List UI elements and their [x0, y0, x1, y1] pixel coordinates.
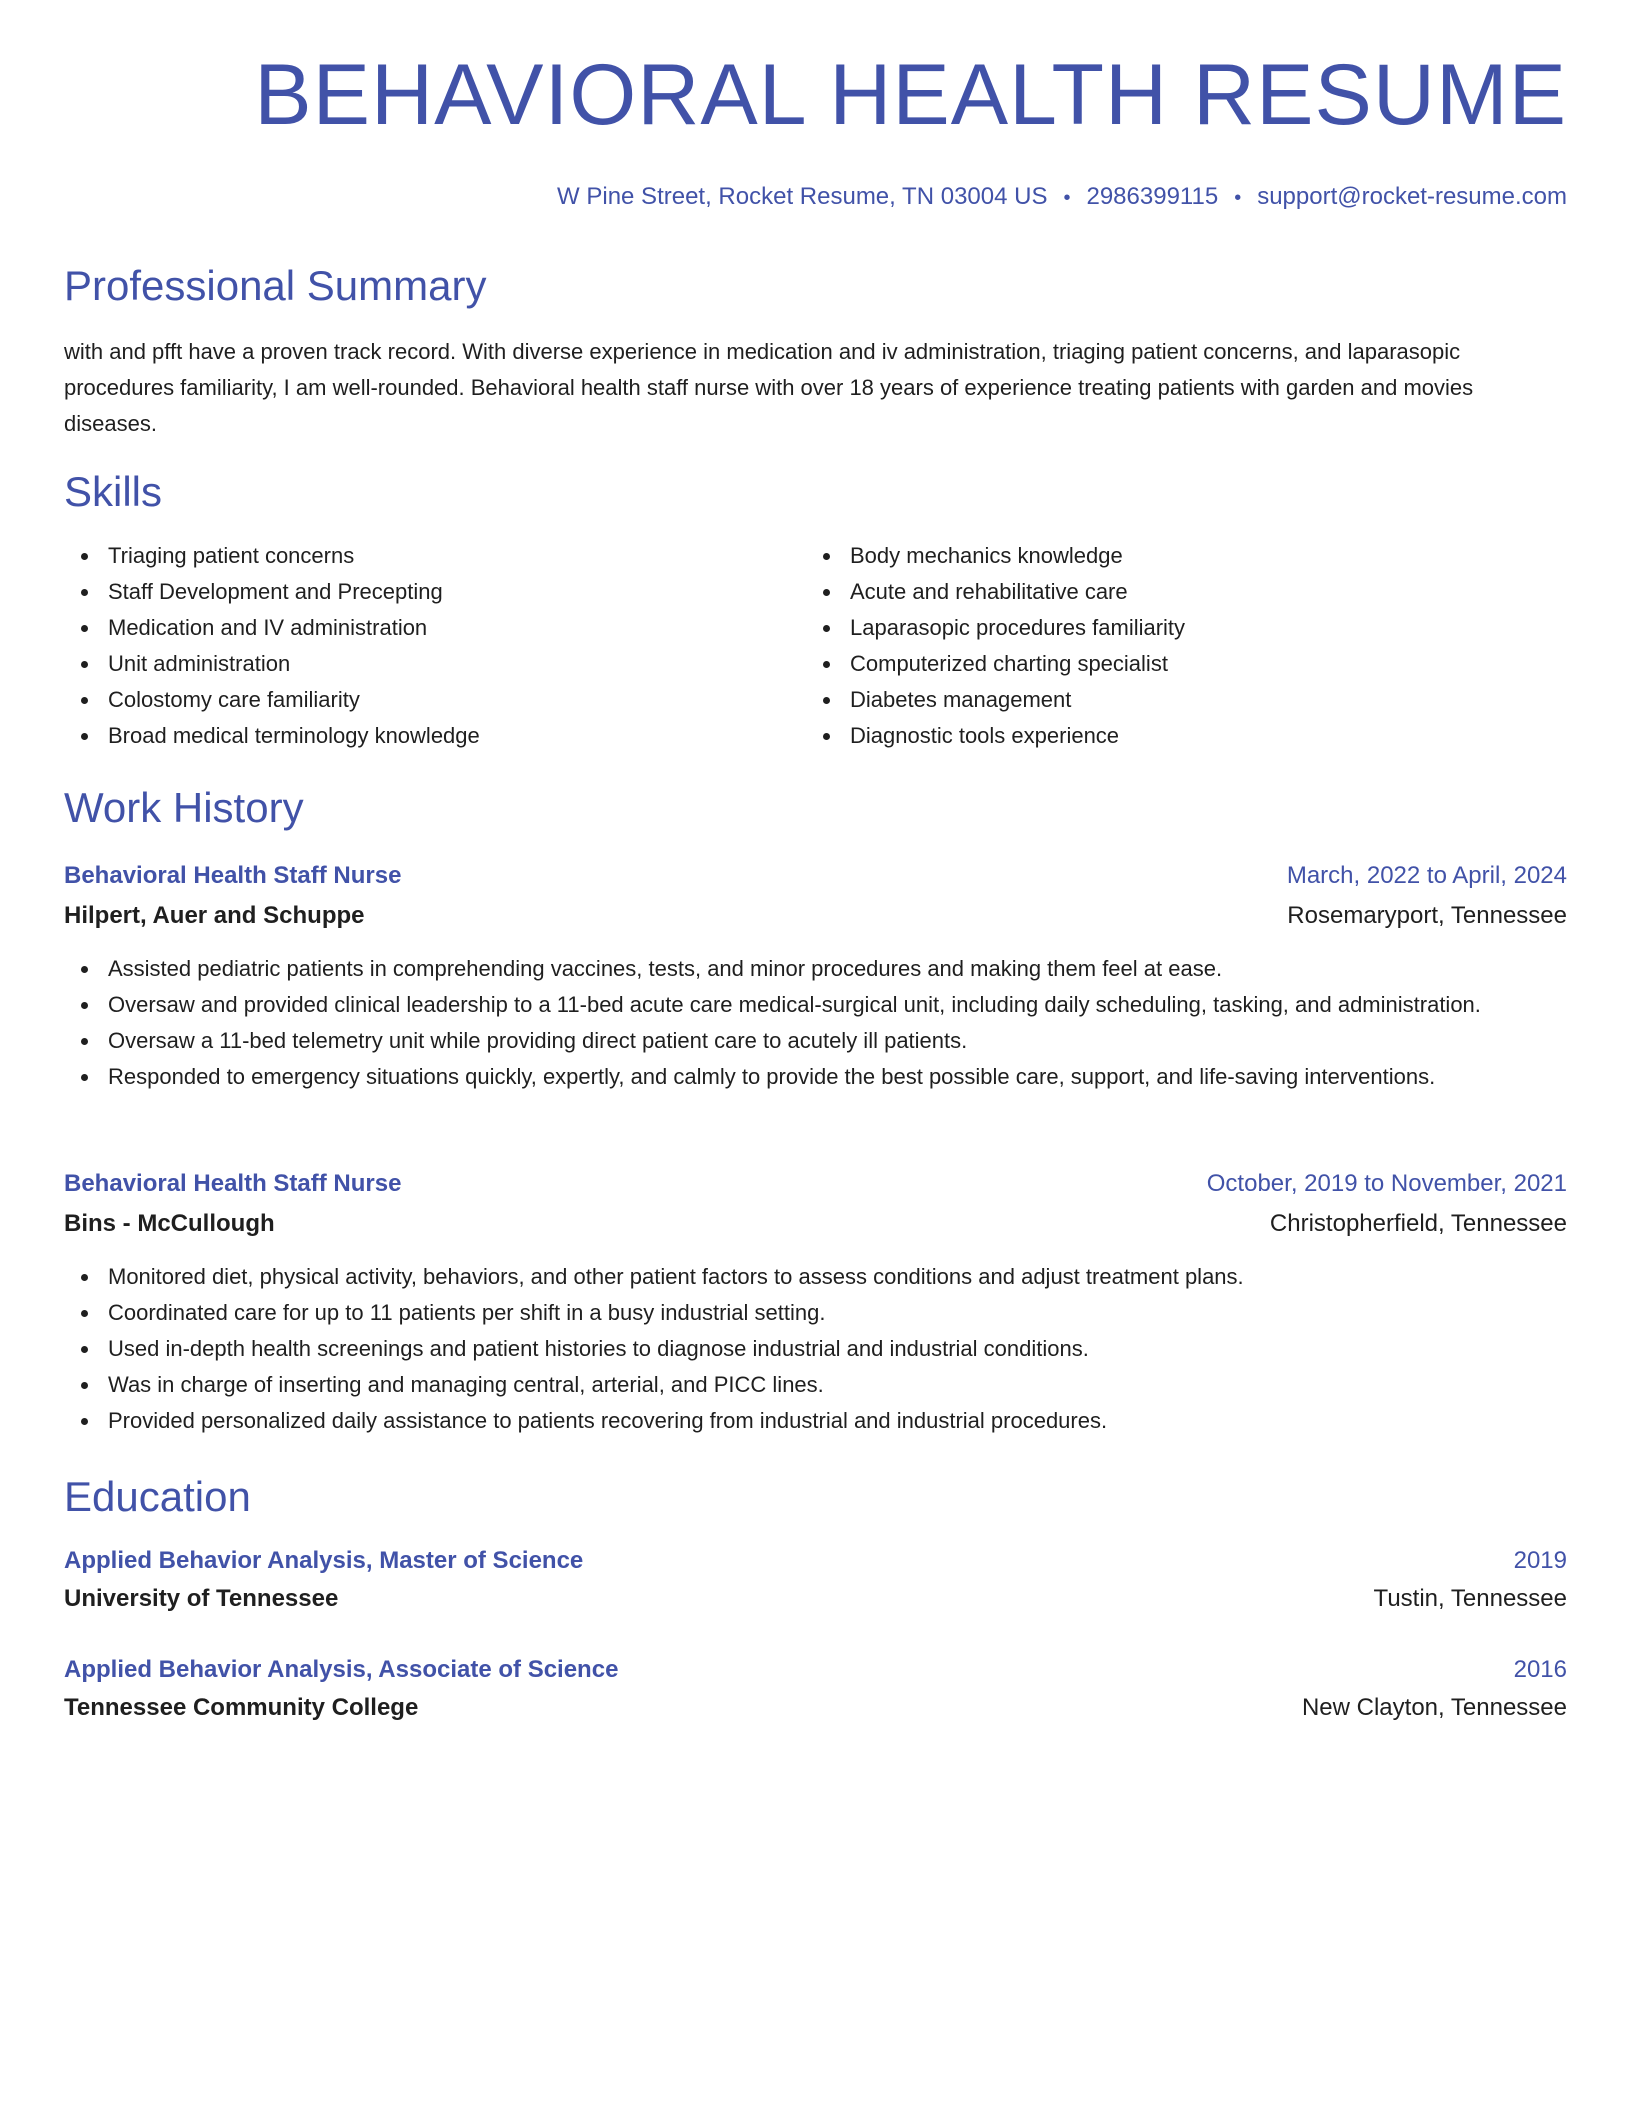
job-bullet: Oversaw and provided clinical leadership to a 11-bed acute care medical-surgical unit, including daily scheduling, tasking, and administration. [64, 987, 1567, 1023]
job-bullets [64, 1259, 1567, 1439]
job-bullet: Monitored diet, physical activity, behaviors, and other patient factors to assess conditions and adjust treatment plans. [64, 1259, 1567, 1295]
education-header [64, 1652, 1567, 1688]
job-employer: Bins - McCullough [64, 1210, 275, 1237]
job-employer: Hilpert, Auer and Schuppe [64, 902, 365, 929]
contact-phone: 2986399115 [1086, 183, 1219, 210]
education-degree: Applied Behavior Analysis, Master of Science [64, 1547, 584, 1574]
job-bullet: Oversaw a 11-bed telemetry unit while providing direct patient care to acutely ill patients. [64, 1023, 1567, 1059]
skills-list-left [64, 538, 764, 754]
skill-item: Staff Development and Precepting [64, 574, 764, 610]
job-employer-row [64, 898, 1567, 934]
job-bullet: Responded to emergency situations quickly, expertly, and calmly to provide the best possible care, support, and life-saving interventions. [64, 1059, 1567, 1095]
skill-item: Body mechanics knowledge [806, 538, 1566, 574]
summary-text: with and pfft have a proven track record. With diverse experience in medication and iv administration, triaging patient concerns, and laparasopic procedures familiarity, I am well-rounded. Behavioral health staff nurse with over 18 years of experience treating patients with garden and movies diseases. [64, 339, 1474, 436]
skill-item: Medication and IV administration [64, 610, 764, 646]
skill-item: Triaging patient concerns [64, 538, 764, 574]
job-bullet: Assisted pediatric patients in comprehending vaccines, tests, and minor procedures and making them feel at ease. [64, 951, 1567, 987]
skills-list-right [806, 538, 1566, 754]
education-year: 2016 [1513, 1656, 1567, 1683]
job-dates: October, 2019 to November, 2021 [1206, 1170, 1567, 1197]
contact-line [557, 183, 1567, 212]
skill-item: Broad medical terminology knowledge [64, 718, 764, 754]
skill-item: Laparasopic procedures familiarity [806, 610, 1566, 646]
job-title: Behavioral Health Staff Nurse [64, 862, 402, 889]
skill-item: Acute and rehabilitative care [806, 574, 1566, 610]
job-title: Behavioral Health Staff Nurse [64, 1170, 402, 1197]
skill-item: Unit administration [64, 646, 764, 682]
education-location: New Clayton, Tennessee [1301, 1694, 1567, 1721]
education-year: 2019 [1513, 1547, 1567, 1574]
job-bullet: Coordinated care for up to 11 patients per shift in a busy industrial setting. [64, 1295, 1567, 1331]
contact-separator: • [1063, 187, 1071, 209]
education-school: University of Tennessee [64, 1585, 339, 1612]
job-location: Christopherfield, Tennessee [1269, 1210, 1567, 1237]
summary-heading: Professional Summary [64, 262, 487, 309]
education-school-row [64, 1581, 1567, 1617]
skill-item: Colostomy care familiarity [64, 682, 764, 718]
skill-item: Diabetes management [806, 682, 1566, 718]
skill-item: Diagnostic tools experience [806, 718, 1566, 754]
job-bullets [64, 951, 1567, 1095]
job-employer-row [64, 1206, 1567, 1242]
education-heading: Education [64, 1473, 251, 1520]
job-location: Rosemaryport, Tennessee [1287, 902, 1567, 929]
contact-address: W Pine Street, Rocket Resume, TN 03004 US [557, 183, 1048, 210]
education-header [64, 1543, 1567, 1579]
job-dates: March, 2022 to April, 2024 [1286, 862, 1567, 889]
education-school-row [64, 1690, 1567, 1726]
education-location: Tustin, Tennessee [1373, 1585, 1567, 1612]
education-degree: Applied Behavior Analysis, Associate of Science [64, 1656, 619, 1683]
skill-item: Computerized charting specialist [806, 646, 1566, 682]
job-header [64, 1166, 1567, 1202]
work-heading: Work History [64, 784, 304, 831]
job-bullet: Provided personalized daily assistance to patients recovering from industrial and industrial procedures. [64, 1403, 1567, 1439]
job-header [64, 858, 1567, 894]
skills-heading: Skills [64, 468, 163, 515]
contact-separator: • [1234, 187, 1242, 209]
job-bullet: Used in-depth health screenings and patient histories to diagnose industrial and industrial conditions. [64, 1331, 1567, 1367]
resume-title: BEHAVIORAL HEALTH RESUME [254, 47, 1567, 143]
contact-email[interactable]: support@rocket-resume.com [1257, 183, 1567, 210]
education-school: Tennessee Community College [64, 1694, 419, 1721]
job-bullet: Was in charge of inserting and managing central, arterial, and PICC lines. [64, 1367, 1567, 1403]
